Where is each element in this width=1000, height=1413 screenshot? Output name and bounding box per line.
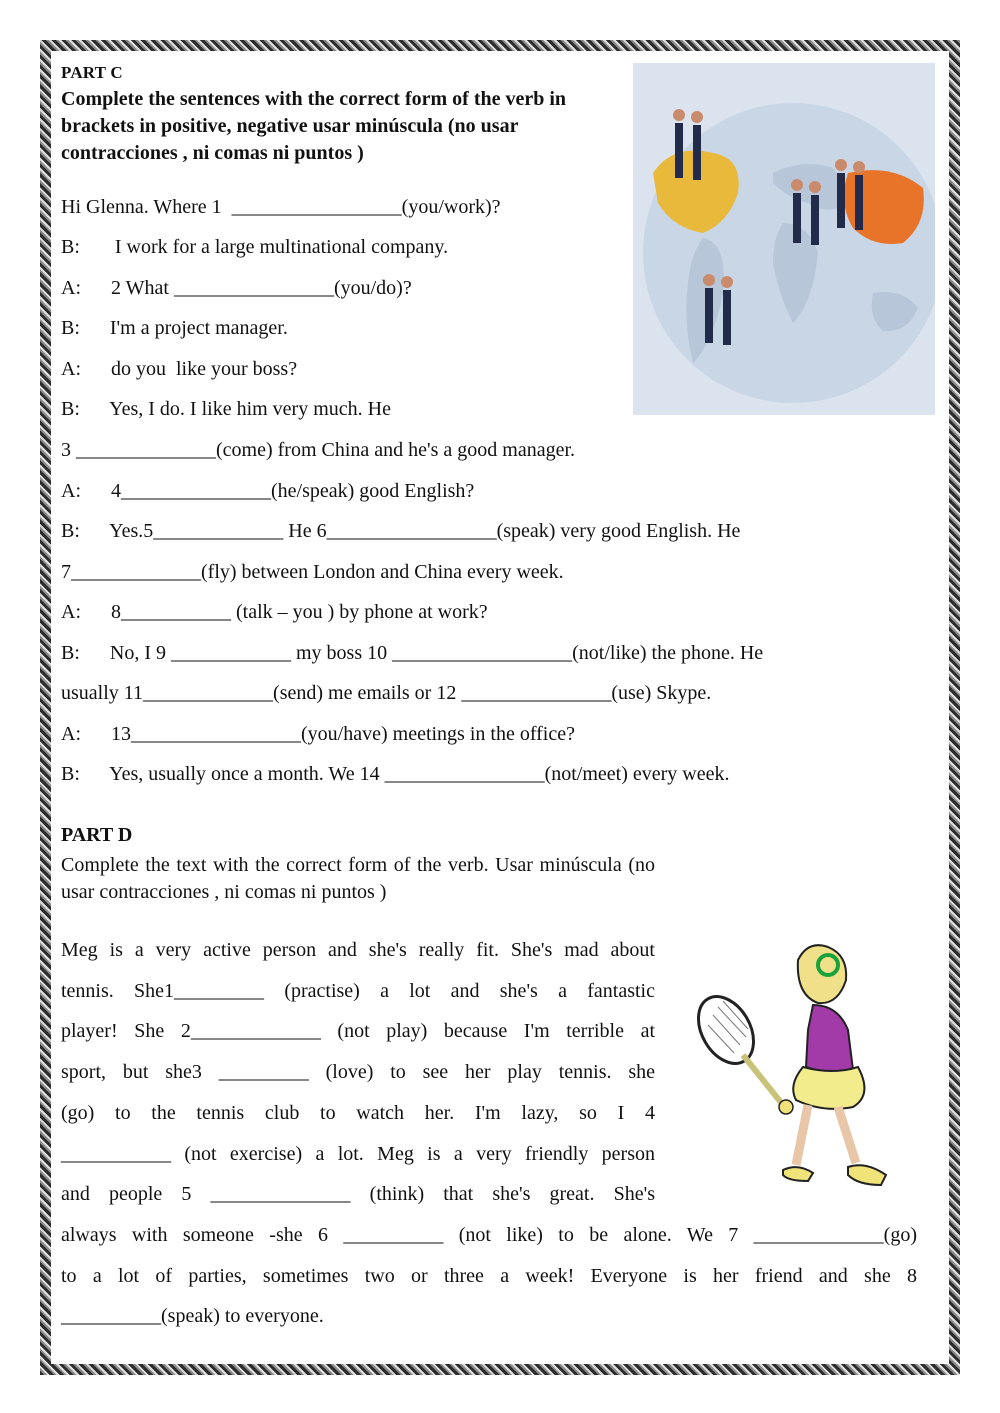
part-d-paragraph (61, 930, 917, 1337)
part-d-line: to a lot of parties, sometimes two or three a week! Everyone is her friend and she 8 (61, 1264, 917, 1287)
part-c-line: A: do you like your boss? (61, 358, 298, 380)
part-c-line: B: Yes, I do. I like him very much. He (61, 398, 391, 420)
part-c-line: A: 2 What ________________(you/do)? (61, 277, 412, 299)
part-c-line: B: Yes, usually once a month. We 14 ________________(not/meet) every week. (61, 763, 730, 785)
part-d-line: tennis. She1_________ (practise) a lot and she's a fantastic (61, 979, 655, 1002)
part-c-line: 3 ______________(come) from China and he's a good manager. (61, 439, 576, 461)
part-c-line: Hi Glenna. Where 1 _________________(you/work)? (61, 196, 501, 218)
part-c-line: A: 4_______________(he/speak) good English? (61, 480, 475, 502)
part-d-instruction: Complete the text with the correct form of the verb. Usar minúscula (no usar contracciones , ni comas ni puntos ) (61, 854, 655, 903)
part-c-line: B: Yes.5_____________ He 6_________________(speak) very good English. He (61, 520, 741, 542)
part-c-instruction: Complete the sentences with the correct form of the verb in brackets in positive, negative usar minúscula (no usar contracciones , ni comas ni puntos ) (61, 88, 567, 164)
part-d-line: and people 5 ______________ (think) that she's great. She's (61, 1183, 655, 1206)
part-c-line: usually 11_____________(send) me emails or 12 _______________(use) Skype. (61, 682, 712, 704)
part-c-title: PART C (61, 63, 123, 82)
part-d-line: sport, but she3 _________ (love) to see her play tennis. she (61, 1061, 655, 1084)
part-d-line: __________(speak) to everyone. (61, 1305, 324, 1328)
part-d-line: always with someone -she 6 __________ (not like) to be alone. We 7 _____________(go) (61, 1223, 917, 1246)
part-d-line: player! She 2_____________ (not play) because I'm terrible at (61, 1020, 655, 1043)
world-map-illustration (633, 63, 935, 415)
part-c-line: B: No, I 9 ____________ my boss 10 __________________(not/like) the phone. He (61, 642, 764, 664)
part-d-line: (go) to the tennis club to watch her. I'm lazy, so I 4 (61, 1101, 655, 1124)
part-c-line: B: I'm a project manager. (61, 317, 288, 339)
part-c-line: A: 8___________ (talk – you ) by phone at work? (61, 601, 488, 623)
part-c-line: 7_____________(fly) between London and China every week. (61, 561, 564, 583)
part-c-line: B: I work for a large multinational company. (61, 236, 449, 258)
part-d-title: PART D (61, 824, 133, 846)
part-c-line: A: 13_________________(you/have) meetings in the office? (61, 723, 575, 745)
tennis-player-illustration (688, 935, 908, 1200)
part-d-line: ___________ (not exercise) a lot. Meg is a very friendly person (61, 1142, 655, 1165)
part-d-line: Meg is a very active person and she's really fit. She's mad about (61, 939, 655, 961)
